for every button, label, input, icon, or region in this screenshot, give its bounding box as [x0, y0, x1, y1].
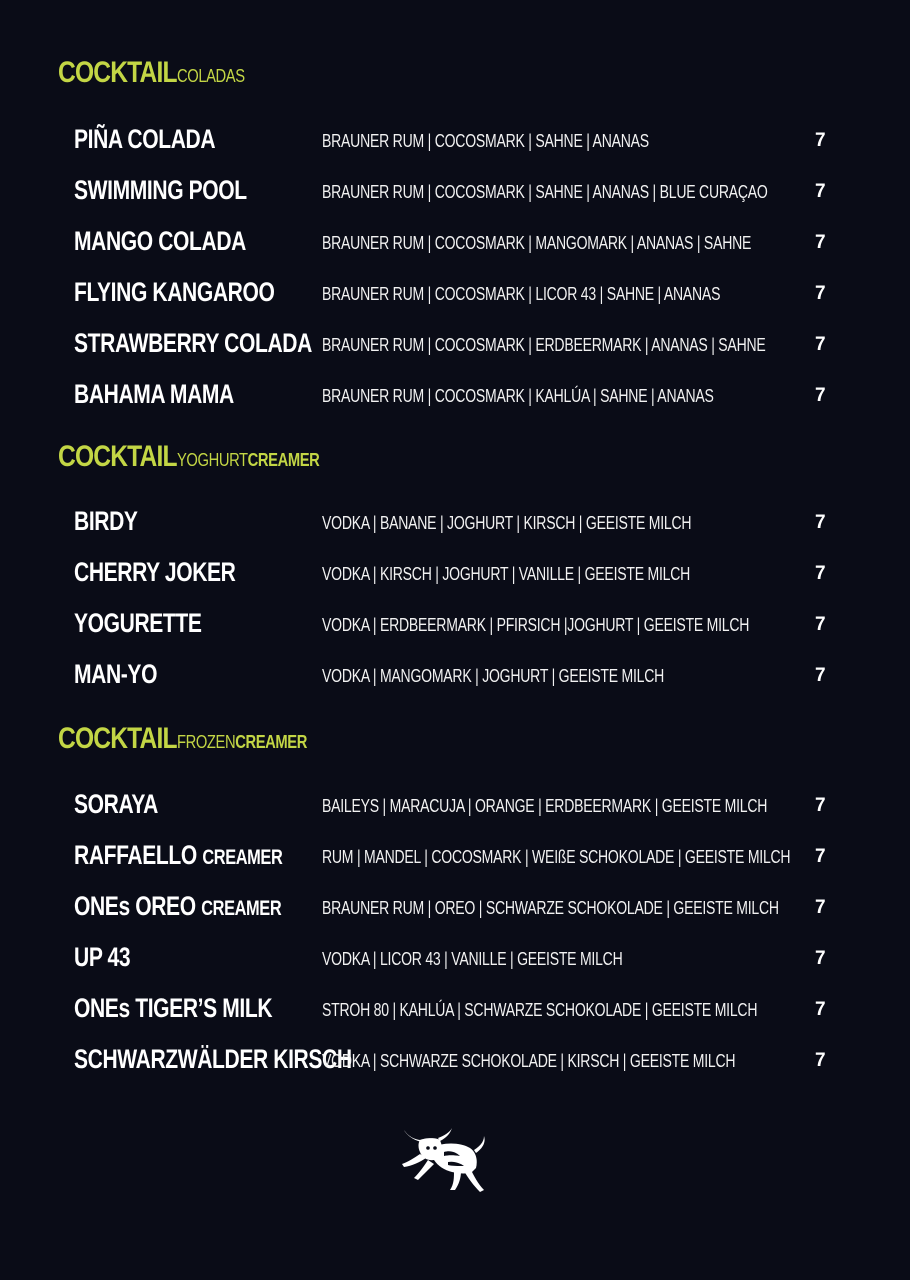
item-price: 7	[815, 795, 826, 816]
item-price: 7	[815, 897, 826, 918]
item-name-text: ONEs TIGER’S MILK	[74, 993, 273, 1023]
section-subtitle-plain: YOGHURT	[176, 450, 248, 470]
item-name	[74, 991, 272, 1025]
section-subtitle-bold: CREAMER	[247, 450, 320, 470]
item-name-text: BIRDY	[74, 506, 138, 536]
item-ingredients: STROH 80 | KAHLÚA | SCHWARZE SCHOKOLADE | GEEISTE MILCH	[322, 1000, 758, 1020]
item-ingredients: BRAUNER RUM | COCOSMARK | SAHNE | ANANAS	[322, 131, 649, 151]
item-name-text: SWIMMING POOL	[74, 175, 247, 205]
item-name-text: FLYING KANGAROO	[74, 277, 275, 307]
menu-item	[0, 889, 910, 929]
item-ingredients: BRAUNER RUM | OREO | SCHWARZE SCHOKOLADE | GEEISTE MILCH	[322, 898, 779, 918]
item-name-text: UP 43	[74, 942, 131, 972]
item-ingredients: BRAUNER RUM | COCOSMARK | ERDBEERMARK | ANANAS | SAHNE	[322, 335, 766, 355]
section-subtitle	[177, 450, 319, 471]
item-price: 7	[815, 665, 826, 686]
section-subtitle	[177, 732, 307, 753]
section-title	[58, 722, 335, 756]
item-ingredients: VODKA | LICOR 43 | VANILLE | GEEISTE MILCH	[322, 949, 623, 969]
item-ingredients: RUM | MANDEL | COCOSMARK | WEIßE SCHOKOLADE | GEEISTE MILCH	[322, 847, 791, 867]
item-price: 7	[815, 181, 826, 202]
item-name-text: STRAWBERRY COLADA	[74, 328, 312, 358]
item-price: 7	[815, 130, 826, 151]
item-name	[74, 838, 282, 875]
item-name-suffix: CREAMER	[202, 846, 283, 869]
menu-item	[0, 504, 910, 544]
menu-item	[0, 377, 910, 417]
item-price: 7	[815, 512, 826, 533]
item-name	[74, 1042, 352, 1076]
item-name	[74, 606, 202, 640]
section-title-main: COCKTAIL	[58, 722, 177, 755]
menu-item	[0, 838, 910, 878]
menu-item	[0, 122, 910, 162]
item-name	[74, 275, 274, 309]
item-name-text: PIÑA COLADA	[74, 124, 216, 154]
item-ingredients: BRAUNER RUM | COCOSMARK | KAHLÚA | SAHNE | ANANAS	[322, 386, 714, 406]
item-name-suffix: CREAMER	[201, 897, 282, 920]
item-name	[74, 326, 312, 360]
menu-item	[0, 275, 910, 315]
item-ingredients: VODKA | KIRSCH | JOGHURT | VANILLE | GEEISTE MILCH	[322, 564, 691, 584]
section-subtitle-plain: COLADAS	[176, 66, 245, 86]
item-price: 7	[815, 846, 826, 867]
item-ingredients: BRAUNER RUM | COCOSMARK | LICOR 43 | SAHNE | ANANAS	[322, 284, 721, 304]
item-ingredients: VODKA | ERDBEERMARK | PFIRSICH |JOGHURT | GEEISTE MILCH	[322, 615, 750, 635]
item-name	[74, 787, 158, 821]
item-price: 7	[815, 1050, 826, 1071]
menu-item	[0, 657, 910, 697]
section-title-main: COCKTAIL	[58, 440, 177, 473]
item-ingredients: VODKA | MANGOMARK | JOGHURT | GEEISTE MILCH	[322, 666, 665, 686]
menu-item	[0, 606, 910, 646]
menu-item	[0, 1042, 910, 1082]
item-ingredients: BRAUNER RUM | COCOSMARK | SAHNE | ANANAS | BLUE CURAÇAO	[322, 182, 768, 202]
menu-item	[0, 224, 910, 264]
item-name	[74, 889, 281, 926]
item-name	[74, 555, 235, 589]
menu-item	[0, 326, 910, 366]
menu-item	[0, 173, 910, 213]
item-price: 7	[815, 948, 826, 969]
item-name-text: SCHWARZWÄLDER KIRSCH	[74, 1044, 352, 1074]
section-subtitle	[177, 66, 245, 87]
section-title	[58, 56, 259, 90]
item-name-text: CHERRY JOKER	[74, 557, 236, 587]
item-name-text: MAN-YO	[74, 659, 158, 689]
item-name-text: RAFFAELLO	[74, 840, 197, 870]
section-title-main: COCKTAIL	[58, 56, 177, 89]
menu-item	[0, 787, 910, 827]
item-name	[74, 122, 215, 156]
item-name	[74, 940, 130, 974]
item-price: 7	[815, 999, 826, 1020]
item-price: 7	[815, 563, 826, 584]
section-subtitle-plain: FROZEN	[176, 732, 235, 752]
item-price: 7	[815, 232, 826, 253]
item-name-text: ONEs OREO	[74, 891, 196, 921]
menu-item	[0, 991, 910, 1031]
item-price: 7	[815, 385, 826, 406]
item-ingredients: BRAUNER RUM | COCOSMARK | MANGOMARK | ANANAS | SAHNE	[322, 233, 752, 253]
item-name	[74, 657, 157, 691]
bull-logo-icon	[398, 1128, 486, 1194]
item-price: 7	[815, 614, 826, 635]
menu-item	[0, 940, 910, 980]
item-name-text: MANGO COLADA	[74, 226, 246, 256]
item-ingredients: VODKA | BANANE | JOGHURT | KIRSCH | GEEISTE MILCH	[322, 513, 692, 533]
menu-item	[0, 555, 910, 595]
item-price: 7	[815, 334, 826, 355]
section-subtitle-bold: CREAMER	[234, 732, 307, 752]
item-name-text: BAHAMA MAMA	[74, 379, 234, 409]
section-title	[58, 440, 350, 474]
item-name	[74, 504, 138, 538]
item-name	[74, 173, 247, 207]
item-name	[74, 224, 246, 258]
item-name-text: YOGURETTE	[74, 608, 202, 638]
item-name	[74, 377, 234, 411]
item-price: 7	[815, 283, 826, 304]
item-ingredients: BAILEYS | MARACUJA | ORANGE | ERDBEERMARK | GEEISTE MILCH	[322, 796, 768, 816]
item-name-text: SORAYA	[74, 789, 158, 819]
item-ingredients: VODKA | SCHWARZE SCHOKOLADE | KIRSCH | GEEISTE MILCH	[322, 1051, 736, 1071]
